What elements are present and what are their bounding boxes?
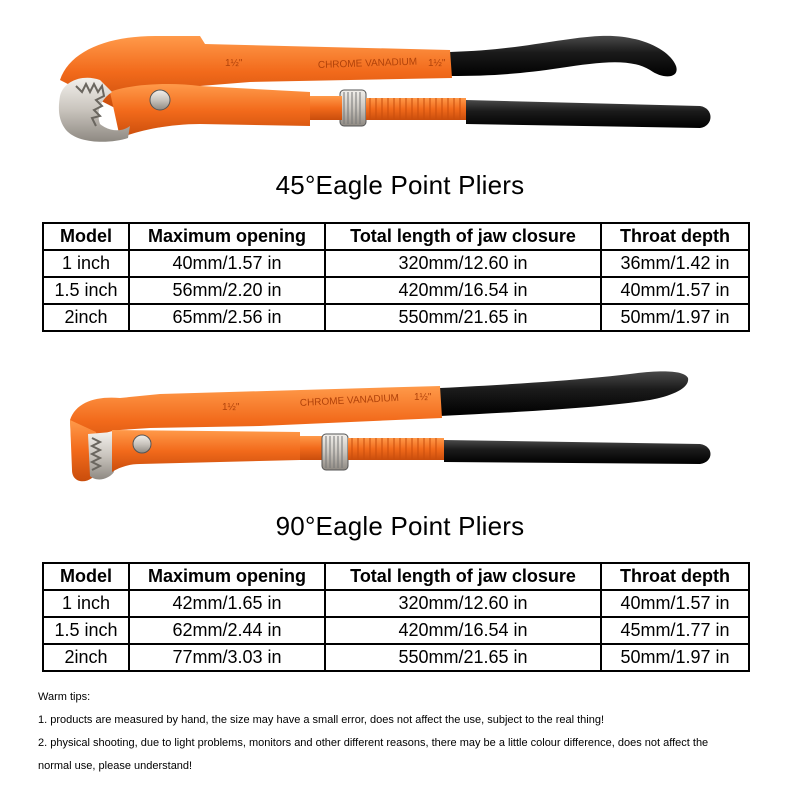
header-throat-depth: Throat depth — [601, 563, 749, 590]
table-row — [43, 250, 749, 277]
45-degree-pipe-wrench-image — [0, 0, 800, 160]
header-throat-depth: Throat depth — [601, 223, 749, 250]
cell-throat: 50mm/1.97 in — [601, 304, 749, 331]
header-model: Model — [43, 563, 129, 590]
warm-tips-line-2: 2. physical shooting, due to light problems, monitors and other different reasons, there may be a little colour difference, does not affect the — [38, 737, 709, 749]
cell-model: 2inch — [43, 644, 129, 671]
table-row — [43, 644, 749, 671]
cell-throat: 40mm/1.57 in — [601, 277, 749, 304]
cell-model: 2inch — [43, 304, 129, 331]
90-degree-pipe-wrench-image — [0, 360, 800, 490]
cell-length: 320mm/12.60 in — [325, 250, 601, 277]
header-maximum-opening: Maximum opening — [129, 563, 325, 590]
warm-tips — [38, 686, 778, 778]
cell-length: 420mm/16.54 in — [325, 617, 601, 644]
cell-length: 320mm/12.60 in — [325, 590, 601, 617]
header-model: Model — [43, 223, 129, 250]
cell-opening: 42mm/1.65 in — [129, 590, 325, 617]
cell-throat: 36mm/1.42 in — [601, 250, 749, 277]
table-row — [43, 277, 749, 304]
cell-model: 1 inch — [43, 590, 129, 617]
cell-opening: 56mm/2.20 in — [129, 277, 325, 304]
table-row — [43, 590, 749, 617]
table-row — [43, 304, 749, 331]
size-mark-text: 1½" — [428, 58, 446, 69]
section-title-45: 45°Eagle Point Pliers — [275, 170, 525, 200]
spec-table-90 — [42, 562, 750, 672]
size-mark-text-2: 1½" — [222, 402, 240, 413]
cell-throat: 45mm/1.77 in — [601, 617, 749, 644]
warm-tips-line-1: 1. products are measured by hand, the size may have a small error, does not affect the use, subject to the real thing! — [38, 714, 605, 726]
table-header-row — [43, 223, 749, 250]
cell-model: 1 inch — [43, 250, 129, 277]
cell-opening: 77mm/3.03 in — [129, 644, 325, 671]
cell-opening: 40mm/1.57 in — [129, 250, 325, 277]
cell-length: 550mm/21.65 in — [325, 644, 601, 671]
table-row — [43, 617, 749, 644]
spec-table-45 — [42, 222, 750, 332]
cell-throat: 50mm/1.97 in — [601, 644, 749, 671]
size-mark-text: 1½" — [414, 392, 432, 403]
warm-tips-line-3: normal use, please understand! — [38, 760, 193, 772]
section-title-90: 90°Eagle Point Pliers — [275, 511, 525, 541]
header-maximum-opening: Maximum opening — [129, 223, 325, 250]
cell-opening: 62mm/2.44 in — [129, 617, 325, 644]
size-mark-text-2: 1½" — [225, 58, 243, 69]
table-header-row — [43, 563, 749, 590]
header-total-length: Total length of jaw closure — [325, 223, 601, 250]
header-total-length: Total length of jaw closure — [325, 563, 601, 590]
warm-tips-heading: Warm tips: — [38, 691, 91, 703]
cell-model: 1.5 inch — [43, 277, 129, 304]
cell-length: 550mm/21.65 in — [325, 304, 601, 331]
cell-model: 1.5 inch — [43, 617, 129, 644]
engraving-text: CHROME VANADIUM — [299, 392, 400, 409]
cell-throat: 40mm/1.57 in — [601, 590, 749, 617]
engraving-text: CHROME VANADIUM — [317, 56, 418, 71]
cell-length: 420mm/16.54 in — [325, 277, 601, 304]
cell-opening: 65mm/2.56 in — [129, 304, 325, 331]
